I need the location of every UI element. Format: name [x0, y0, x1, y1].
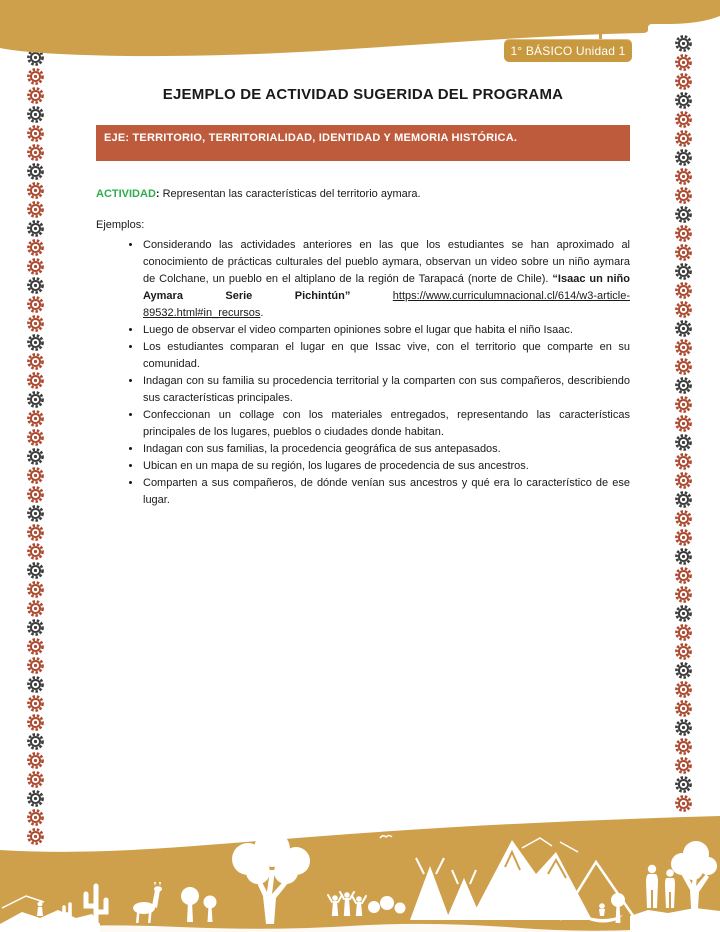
andean-rosette-icon [26, 295, 45, 314]
text-segment: Indagan con su familia su procedencia territorial y la comparten con sus compañeros, describiendo sus características principales. [143, 375, 630, 404]
andean-rosette-icon [674, 737, 693, 756]
andean-rosette-icon [674, 205, 693, 224]
andean-rosette-icon [674, 623, 693, 642]
andean-rosette-icon [26, 637, 45, 656]
andean-rosette-icon [674, 300, 693, 319]
examples-list [96, 237, 630, 509]
andean-rosette-icon [26, 713, 45, 732]
list-item [142, 441, 630, 458]
unit-badge-label: 1° BÁSICO Unidad 1 [510, 43, 626, 58]
unit-badge [504, 39, 632, 62]
andean-rosette-icon [674, 91, 693, 110]
andean-rosette-icon [26, 428, 45, 447]
andean-rosette-icon [26, 561, 45, 580]
andean-rosette-icon [674, 148, 693, 167]
text-segment: Indagan con sus familias, la procedencia geográfica de sus antepasados. [143, 443, 501, 455]
andean-rosette-icon [26, 675, 45, 694]
list-item [142, 475, 630, 509]
andean-rosette-icon [674, 262, 693, 281]
andean-rosette-icon [26, 333, 45, 352]
andean-rosette-icon [674, 756, 693, 775]
content-area [96, 86, 630, 509]
andean-rosette-icon [26, 770, 45, 789]
andean-rosette-icon [26, 732, 45, 751]
left-border [26, 48, 45, 846]
andean-rosette-icon [26, 542, 45, 561]
text-segment: Considerando las actividades anteriores en las que los estudiantes se han aproximado al conocimiento de prácticas culturales del pueblo aymara, observan un video sobre un niño aymara de Colchane, un pueblo en el altiplano de la región de Tarapacá (norte de Chile). [143, 239, 630, 285]
andean-rosette-icon [26, 447, 45, 466]
list-item [142, 458, 630, 475]
andean-rosette-icon [26, 485, 45, 504]
andean-rosette-icon [674, 376, 693, 395]
list-item [142, 373, 630, 407]
text-segment: “Isaac un niño Aymara Serie Pichintún” [143, 273, 630, 302]
andean-rosette-icon [26, 371, 45, 390]
eje-banner-label: EJE: TERRITORIO, TERRITORIALIDAD, IDENTIDAD Y MEMORIA HISTÓRICA. [104, 132, 518, 144]
andean-rosette-icon [674, 699, 693, 718]
andean-rosette-icon [26, 352, 45, 371]
text-segment: Confeccionan un collage con los materiales entregados, representando las características principales de los lugares, pueblos o ciudades donde habitan. [143, 409, 630, 438]
andean-rosette-icon [26, 314, 45, 333]
examples-label: Ejemplos: [96, 219, 145, 231]
andean-rosette-icon [26, 86, 45, 105]
eje-banner [96, 125, 630, 161]
andean-rosette-icon [26, 694, 45, 713]
andean-rosette-icon [26, 409, 45, 428]
andean-rosette-icon [674, 110, 693, 129]
andean-rosette-icon [674, 642, 693, 661]
andean-rosette-icon [26, 219, 45, 238]
text-segment: Luego de observar el video comparten opiniones sobre el lugar que habita el niño Isaac. [143, 324, 573, 336]
andean-rosette-icon [674, 604, 693, 623]
andean-rosette-icon [674, 395, 693, 414]
andean-rosette-icon [674, 243, 693, 262]
andean-rosette-icon [674, 547, 693, 566]
andean-rosette-icon [674, 794, 693, 813]
andean-rosette-icon [26, 580, 45, 599]
andean-rosette-icon [674, 433, 693, 452]
andean-rosette-icon [674, 186, 693, 205]
andean-rosette-icon [674, 338, 693, 357]
andean-rosette-icon [674, 661, 693, 680]
andean-landscape-illustration [0, 812, 720, 932]
activity-colon: : [155, 188, 160, 200]
andean-rosette-icon [674, 509, 693, 528]
andean-rosette-icon [26, 789, 45, 808]
andean-rosette-icon [674, 129, 693, 148]
andean-rosette-icon [26, 466, 45, 485]
andean-rosette-icon [26, 181, 45, 200]
andean-rosette-icon [26, 751, 45, 770]
activity-text: Representan las características del territorio aymara. [162, 188, 421, 200]
list-item [142, 322, 630, 339]
andean-rosette-icon [674, 471, 693, 490]
list-item [142, 339, 630, 373]
resource-link[interactable]: https://www.curriculumnacional.cl/614/w3-article-89532.html#in_recursos [143, 290, 630, 319]
andean-rosette-icon [26, 618, 45, 637]
text-segment: Los estudiantes comparan el lugar en que Issac vive, con el territorio que comparte en su comunidad. [143, 341, 630, 370]
text-segment: Comparten a sus compañeros, de dónde venían sus ancestros y qué era lo característico de ese lugar. [143, 477, 630, 506]
andean-rosette-icon [674, 680, 693, 699]
andean-rosette-icon [674, 490, 693, 509]
activity-line [96, 187, 630, 201]
andean-rosette-icon [26, 238, 45, 257]
andean-rosette-icon [674, 585, 693, 604]
andean-rosette-icon [26, 599, 45, 618]
andean-rosette-icon [26, 105, 45, 124]
andean-rosette-icon [26, 257, 45, 276]
andean-rosette-icon [674, 566, 693, 585]
andean-rosette-icon [674, 414, 693, 433]
andean-rosette-icon [26, 162, 45, 181]
andean-rosette-icon [674, 319, 693, 338]
page-title: EJEMPLO DE ACTIVIDAD SUGERIDA DEL PROGRAMA [162, 86, 564, 103]
andean-rosette-icon [674, 167, 693, 186]
andean-rosette-icon [674, 775, 693, 794]
activity-label: ACTIVIDAD [96, 188, 156, 200]
andean-rosette-icon [674, 357, 693, 376]
andean-rosette-icon [26, 656, 45, 675]
andean-rosette-icon [674, 528, 693, 547]
andean-rosette-icon [26, 504, 45, 523]
andean-rosette-icon [26, 67, 45, 86]
text-segment: . [260, 307, 264, 319]
andean-rosette-icon [26, 523, 45, 542]
right-border [674, 34, 693, 813]
andean-rosette-icon [674, 452, 693, 471]
andean-rosette-icon [26, 276, 45, 295]
andean-rosette-icon [674, 72, 693, 91]
list-item [142, 237, 630, 322]
andean-rosette-icon [674, 281, 693, 300]
andean-rosette-icon [26, 390, 45, 409]
andean-rosette-icon [26, 143, 45, 162]
andean-rosette-icon [674, 718, 693, 737]
text-segment: Ubican en un mapa de su región, los lugares de procedencia de sus ancestros. [143, 460, 529, 472]
andean-rosette-icon [674, 224, 693, 243]
andean-rosette-icon [26, 124, 45, 143]
list-item [142, 407, 630, 441]
andean-rosette-icon [26, 200, 45, 219]
